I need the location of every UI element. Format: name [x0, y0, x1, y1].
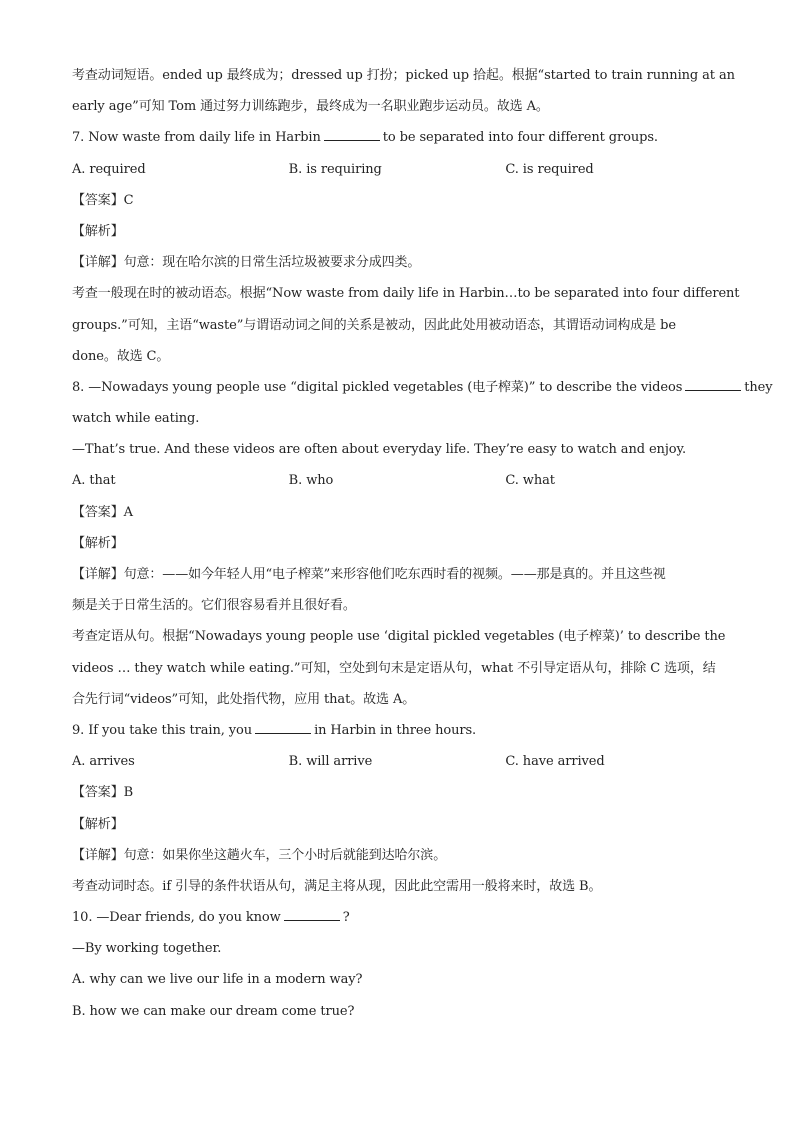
- q7-stem-before: 7. Now waste from daily life in Harbin: [72, 130, 321, 146]
- q9-blank: [255, 721, 311, 734]
- q9-answer-value: B: [123, 785, 134, 801]
- q6-analysis-line-2: early age”可知 Tom 通过努力训练跑步，最终成为一名职业跑步运动员。故选 A。: [72, 99, 549, 115]
- q7-explanation-1: 考查一般现在时的被动语态。根据“Now waste from daily life in Harbin…to be separated into four different: [72, 286, 740, 302]
- q7-option-b: B. is requiring: [288, 161, 382, 177]
- q7-option-c: C. is required: [505, 161, 594, 177]
- q8-analysis-label: 【解析】: [72, 535, 124, 551]
- q9-option-a: A. arrives: [72, 754, 135, 770]
- q8-option-a: A. that: [72, 473, 116, 489]
- q8-stem-3: —That’s true. And these videos are often about everyday life. They’re easy to watch and enjoy.: [72, 442, 687, 458]
- q8-answer-value: A: [123, 504, 133, 520]
- q10-stem: [72, 902, 722, 933]
- q7-answer-value: C: [123, 192, 134, 208]
- q10-stem-after: ?: [342, 910, 350, 926]
- q9-stem-before: 9. If you take this train, you: [72, 722, 253, 738]
- q10-option-a: A. why can we live our life in a modern way?: [72, 972, 363, 988]
- q8-stem-after: they: [744, 379, 773, 395]
- q7-explanation-3: done。故选 C。: [72, 348, 170, 364]
- q10-stem-before: 10. —Dear friends, do you know: [72, 910, 281, 926]
- q10-reply: —By working together.: [72, 941, 222, 957]
- q9-options: [72, 746, 722, 777]
- q8-detail-1: 【详解】句意：——如今年轻人用“电子榨菜”来形容他们吃东西时看的视频。——那是真的。并且这些视: [72, 567, 666, 582]
- q8-stem-before: 8. —Nowadays young people use “digital pickled vegetables (电子榨菜)” to describe the videos: [72, 379, 683, 395]
- document-page: [72, 60, 773, 1027]
- q10-option-b: B. how we can make our dream come true?: [72, 1003, 355, 1019]
- q8-stem-2: watch while eating.: [72, 411, 200, 427]
- q9-analysis-label: 【解析】: [72, 816, 124, 832]
- q9-stem: [72, 715, 722, 746]
- q7-stem: [72, 122, 722, 153]
- q7-stem-after: to be separated into four different groups.: [382, 130, 658, 146]
- q9-answer-label: 【答案】: [72, 785, 124, 801]
- q9-stem-after: in Harbin in three hours.: [314, 722, 477, 738]
- q8-detail-2: 频是关于日常生活的。它们很容易看并且很好看。: [72, 598, 356, 614]
- q8-explanation-2: videos … they watch while eating.”可知，空处到句末是定语从句，what 不引导定语从句，排除 C 选项，结: [72, 660, 716, 676]
- q8-stem-1: [72, 372, 773, 403]
- q7-options: [72, 154, 722, 185]
- q7-explanation-2: groups.”可知，主语“waste”与谓语动词之间的关系是被动，因此此处用被动语态，其谓语动词构成是 be: [72, 317, 676, 333]
- q7-answer-label: 【答案】: [72, 192, 124, 208]
- q8-answer: [72, 497, 722, 528]
- q8-options: [72, 465, 722, 496]
- q8-explanation-1: 考查定语从句。根据“Nowadays young people use ‘digital pickled vegetables (电子榨菜)’ to describe the: [72, 629, 726, 645]
- q7-detail: 【详解】句意：现在哈尔滨的日常生活垃圾被要求分成四类。: [72, 255, 421, 271]
- q9-detail: 【详解】句意：如果你坐这趟火车，三个小时后就能到达哈尔滨。: [72, 847, 447, 863]
- q6-analysis-line-1: 考查动词短语。ended up 最终成为；dressed up 打扮；picked up 拾起。根据“started to train running at an: [72, 68, 735, 83]
- q9-explanation-1: 考查动词时态。if 引导的条件状语从句，满足主将从现，因此此空需用一般将来时，故选 B。: [72, 878, 602, 894]
- q8-option-b: B. who: [288, 473, 334, 489]
- q9-answer: [72, 777, 722, 808]
- q7-answer: [72, 185, 722, 216]
- q9-option-c: C. have arrived: [505, 754, 605, 770]
- q9-option-b: B. will arrive: [288, 754, 373, 770]
- q8-explanation-3: 合先行词“videos”可知，此处指代物，应用 that。故选 A。: [72, 691, 416, 707]
- q7-blank: [324, 128, 380, 141]
- q7-analysis-label: 【解析】: [72, 223, 124, 239]
- q8-option-c: C. what: [505, 473, 555, 489]
- q8-blank: [685, 378, 741, 391]
- q8-answer-label: 【答案】: [72, 504, 124, 520]
- q10-blank: [284, 908, 340, 921]
- q7-option-a: A. required: [72, 161, 146, 177]
